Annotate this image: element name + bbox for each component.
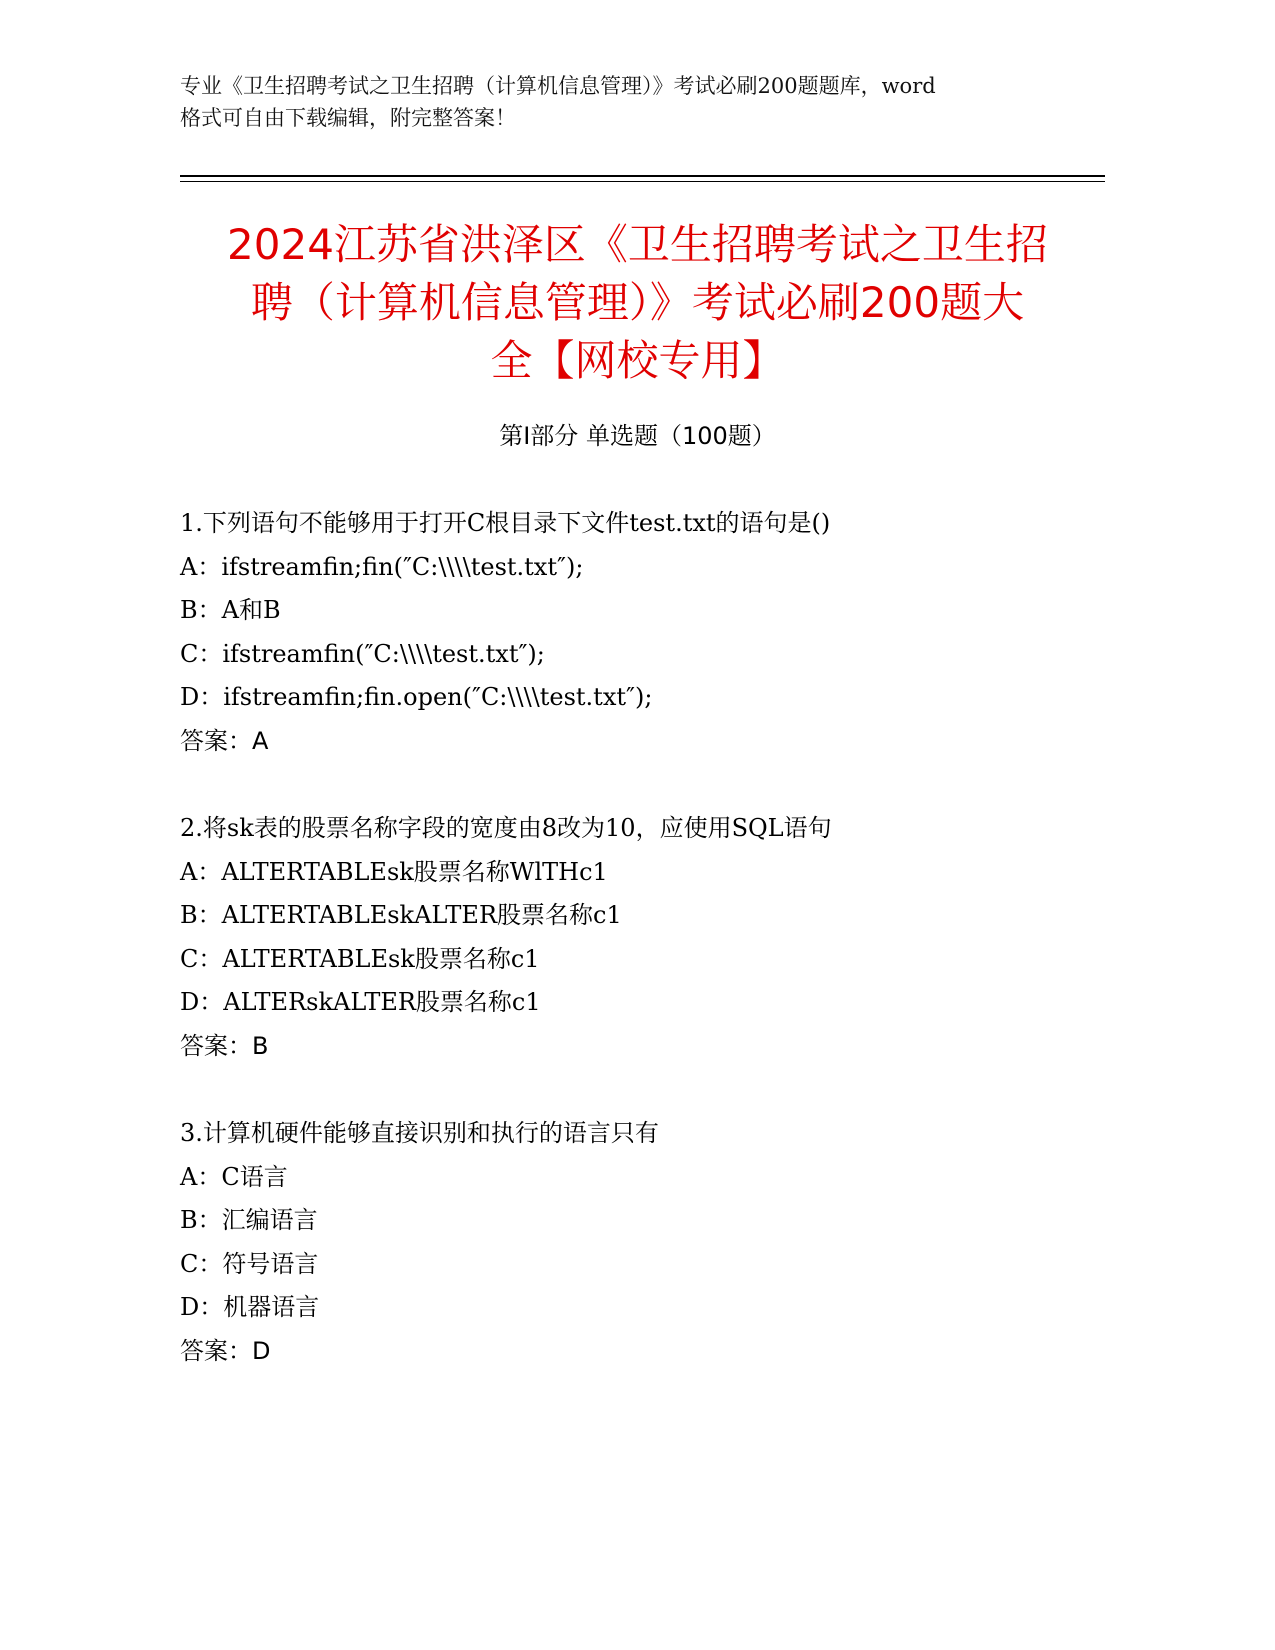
option-b: B：汇编语言 [180, 1206, 318, 1234]
option-c: C：ALTERTABLEsk股票名称c1 [180, 944, 540, 973]
question-stem: 3.计算机硬件能够直接识别和执行的语言只有 [180, 1119, 659, 1147]
header-divider-thin [180, 181, 1105, 182]
header-note-line-2: 格式可自由下载编辑，附完整答案！ [180, 106, 516, 130]
header-note-line-1: 专业《卫生招聘考试之卫生招聘（计算机信息管理）》考试必刷200题题库，word [180, 74, 936, 98]
option-c: C：ifstreamfin(″C:\\\\test.txt″); [180, 639, 545, 668]
option-b: B：A和B [180, 596, 281, 624]
option-d: D：ifstreamfin;fin.open(″C:\\\\test.txt″); [180, 683, 653, 711]
option-a: A：C语言 [180, 1162, 288, 1191]
header-note [180, 70, 1060, 134]
answer-line: 答案：B [180, 1031, 269, 1060]
title-line-1: 2024江苏省洪泽区《卫生招聘考试之卫生招 [227, 220, 1048, 269]
title-line-2: 聘（计算机信息管理）》考试必刷200题大 [250, 278, 1025, 327]
question-item [180, 1112, 1080, 1373]
document-title [160, 216, 1115, 390]
question-item [180, 807, 1080, 1068]
section-heading: 第Ⅰ部分 单选题（100题） [499, 422, 776, 450]
option-d: D：ALTERskALTER股票名称c1 [180, 988, 541, 1016]
answer-line: 答案：D [180, 1336, 271, 1365]
question-stem: 1.下列语句不能够用于打开C根目录下文件test.txt的语句是() [180, 509, 831, 537]
header-divider-thick [180, 175, 1105, 177]
option-b: B：ALTERTABLEskALTER股票名称c1 [180, 901, 622, 929]
question-list [180, 502, 1080, 1417]
title-line-3: 全【网校专用】 [490, 336, 785, 385]
option-a: A：ALTERTABLEsk股票名称WlTHc1 [180, 857, 608, 886]
option-d: D：机器语言 [180, 1293, 320, 1321]
question-item [180, 502, 1080, 763]
option-a: A：ifstreamfin;fin(″C:\\\\test.txt″); [180, 552, 584, 581]
option-c: C：符号语言 [180, 1249, 319, 1278]
question-stem: 2.将sk表的股票名称字段的宽度由8改为10，应使用SQL语句 [180, 814, 832, 842]
answer-line: 答案：A [180, 726, 269, 755]
